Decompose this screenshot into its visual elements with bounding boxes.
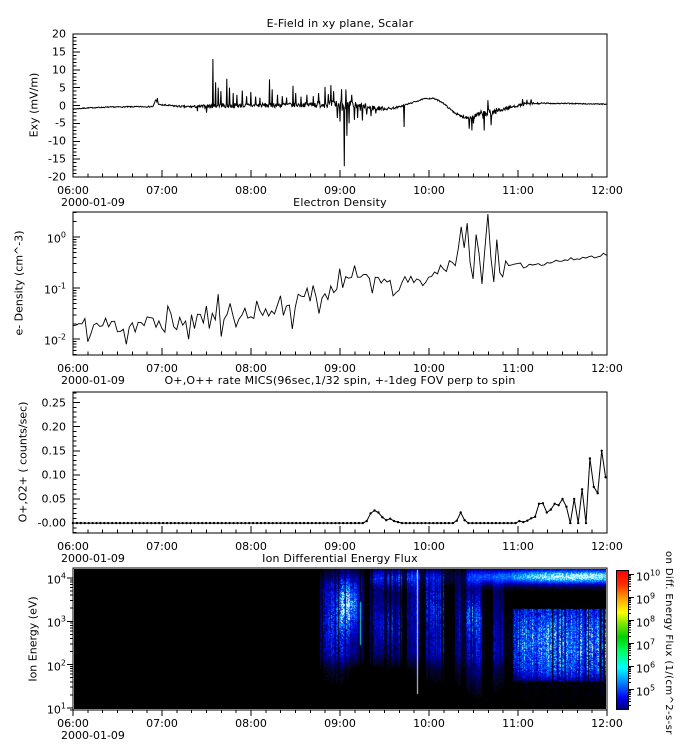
x-tick-label: 07:00 (146, 184, 178, 197)
x-tick-label: 11:00 (502, 717, 534, 730)
y-tick-label: -0.00 (37, 516, 66, 530)
y-tick-label: -20 (48, 170, 66, 184)
y-tick-label: 20 (52, 27, 66, 41)
panel-spectro-ylabel: Ion Energy (eV) (26, 596, 40, 682)
panel-efield-title: E-Field in xy plane, Scalar (266, 17, 414, 30)
x-tick-label: 10:00 (413, 540, 445, 553)
colorbar-tick-label: $10^7$ (636, 637, 656, 652)
colorbar-tick-label: $10^6$ (636, 660, 656, 675)
x-tick-label: 07:00 (146, 540, 178, 553)
colorbar-gradient (616, 570, 629, 710)
y-tick-label: -5 (55, 116, 66, 130)
colorbar-tick-label: $10^8$ (636, 614, 656, 629)
x-tick-label: 06:00 (57, 362, 89, 375)
x-tick-label: 09:00 (324, 717, 356, 730)
x-tick-label: 06:00 (57, 184, 89, 197)
y-tick-label: 0.25 (41, 396, 66, 410)
x-tick-label: 06:00 (57, 540, 89, 553)
colorbar-tick-label: $10^5$ (636, 683, 656, 698)
y-tick-label: $10^1$ (46, 701, 66, 717)
panel-density-title: Electron Density (293, 196, 387, 209)
x-tick-label: 08:00 (235, 184, 267, 197)
x-tick-label: 10:00 (413, 717, 445, 730)
colorbar-tick-label: $10^{10}$ (636, 568, 661, 583)
y-tick-label: $10^0$ (46, 230, 66, 246)
x-tick-label: 12:00 (591, 540, 623, 553)
x-tick-label: 10:00 (413, 362, 445, 375)
x-tick-label: 08:00 (235, 362, 267, 375)
y-tick-label: $10^3$ (46, 614, 66, 630)
y-tick-label: 5 (59, 81, 66, 95)
y-tick-label: -15 (48, 152, 66, 166)
y-tick-label: 0.05 (41, 492, 66, 506)
x-tick-label: 12:00 (591, 717, 623, 730)
panel-density-ylabel: e- Density (cm^-3) (12, 230, 26, 336)
panel-ionrate-title: O+,O++ rate MICS(96sec,1/32 spin, +-1deg FOV perp to spin (164, 374, 516, 387)
date-label: 2000-01-09 (61, 552, 125, 565)
x-tick-label: 08:00 (235, 540, 267, 553)
y-tick-label: $10^4$ (46, 571, 66, 587)
y-tick-label: 15 (52, 45, 66, 59)
y-tick-label: $10^{-1}$ (44, 281, 66, 297)
y-tick-label: 0.10 (41, 468, 66, 482)
x-tick-label: 07:00 (146, 717, 178, 730)
panel-ionrate-ylabel: O+,O2+ ( counts/sec) (16, 401, 30, 523)
x-tick-label: 11:00 (502, 540, 534, 553)
x-tick-label: 08:00 (235, 717, 267, 730)
panel-spectro-title: Ion Differential Energy Flux (262, 552, 418, 565)
colorbar-label: on Diff. Energy Flux (1/(cm^2-s-sr (663, 551, 674, 735)
x-tick-label: 07:00 (146, 362, 178, 375)
date-label: 2000-01-09 (61, 196, 125, 209)
x-tick-label: 12:00 (591, 362, 623, 375)
y-tick-label: 0 (59, 99, 66, 112)
x-tick-label: 12:00 (591, 184, 623, 197)
y-tick-label: 10 (52, 63, 66, 77)
y-tick-label: $10^{-2}$ (44, 332, 66, 348)
date-label: 2000-01-09 (61, 374, 125, 387)
date-label: 2000-01-09 (61, 729, 125, 742)
x-tick-label: 09:00 (324, 184, 356, 197)
x-tick-label: 09:00 (324, 540, 356, 553)
x-tick-label: 06:00 (57, 717, 89, 730)
colorbar-tick-label: $10^9$ (636, 591, 656, 606)
y-tick-label: -10 (48, 134, 66, 148)
x-tick-label: 10:00 (413, 184, 445, 197)
x-tick-label: 11:00 (502, 362, 534, 375)
x-tick-label: 11:00 (502, 184, 534, 197)
y-tick-label: $10^2$ (46, 658, 66, 673)
x-tick-label: 09:00 (324, 362, 356, 375)
y-tick-label: 0.15 (41, 444, 66, 458)
y-tick-label: 0.20 (41, 420, 66, 434)
panel-efield-ylabel: Exy (mV/m) (27, 72, 41, 138)
